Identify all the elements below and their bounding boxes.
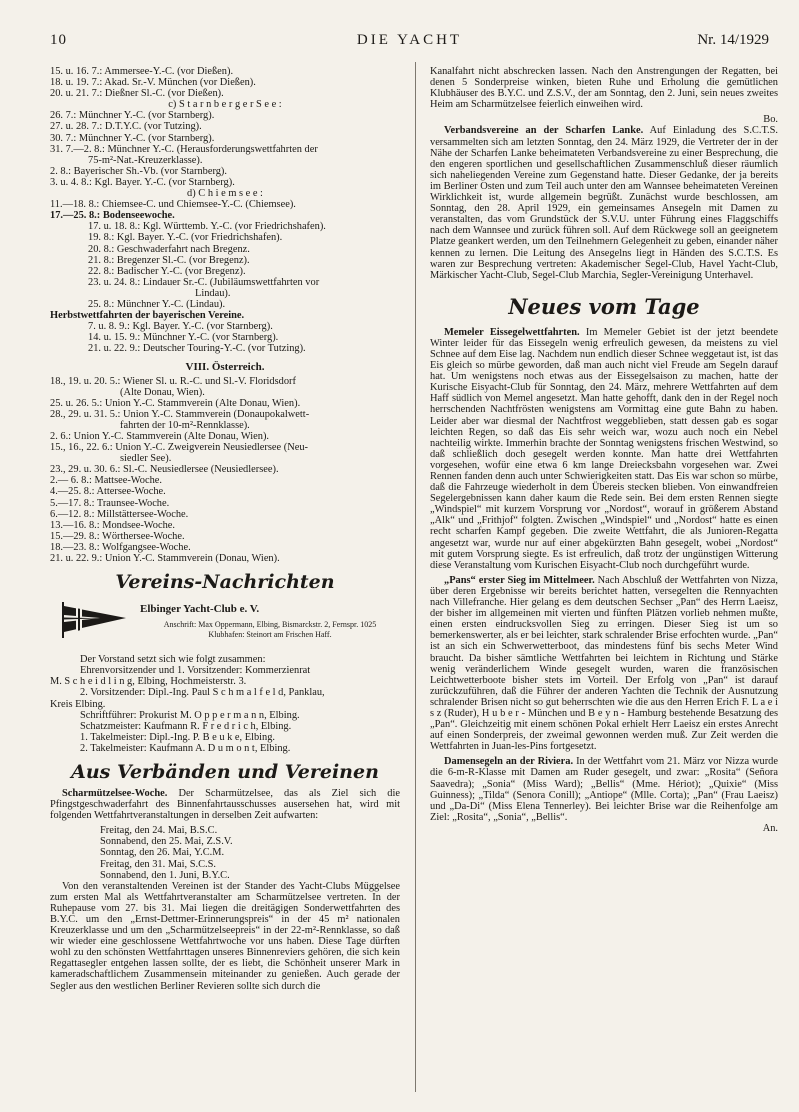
list-item: 15. u. 16. 7.: Ammersee-Y.-C. (vor Dießen). [50, 66, 234, 77]
club-harbour-line: Klubhafen: Steinort am Frischen Haff. [208, 630, 332, 640]
list-item: 2. Takelmeister: Kaufmann A. D u m o n t, Elbing. [80, 742, 291, 754]
list-item: 18. u. 19. 7.: Akad. Sr.-V. München (vor Dießen). [50, 77, 256, 89]
club-address [140, 620, 400, 640]
scharmuetzel-body: Von den veranstaltenden Vereinen ist der Stander des Yacht-Clubs Müggelsee zum ersten Mal als Wettfahrtveranstalter am Scharmützelsee vertreten. In der Ruhepause vom 27. bis 31. Mai liegen die dreitägigen Sonderwettfahrten des B.Y.C. um den „Ernst-Dettmer-Erinnerungspreis“ in der 45 m² nationalen Kreuzerklasse und um den „Scharmützelseepreis“ in der 22-m²-Rennklasse, so daß wir wieder eine geschlossene Wettfahrtwoche vor uns haben. Diese Tage dürften wohl zu den schönsten Wettfahrttagen unseres Binnenreviers gehören, die sich kein Regattasegler entgehen lassen sollte, der es liebt, die Schönheit unserer Mark in kameradschaftlichem Zusammensein miteinander zu genießen. Auch gerade der Segler aus den westlichen Berliner Revieren sollte sich durch die [50, 880, 400, 992]
riviera-article [430, 756, 778, 823]
memel-article [430, 327, 778, 571]
magazine-title: DIE YACHT [356, 32, 463, 48]
list-item: Schatzmeister: Kaufmann R. F r e d r i c h, Elbing. [80, 720, 292, 732]
scharmuetzel-intro-text: Der Scharmützelsee, das als Ziel sich die Pfingstgeschwaderfahrt des Binnenfahrtausschusses ausersehen hat, wird mit folgenden Wettfahrtveranstaltungen in derselben Zeit aufwarten: [50, 787, 400, 822]
pan-lead: „Pans“ erster Sieg im Mittelmeer. [444, 574, 595, 586]
scharmuetzel-intro [50, 788, 400, 821]
club-name: Elbinger Yacht-Club e. V. [140, 603, 260, 616]
list-item: 11.—18. 8.: Chiemsee-C. und Chiemsee-Y.-C. (Chiemsee). [50, 199, 296, 211]
pan-article [430, 575, 778, 753]
list-item: 17.—25. 8.: Bodenseewoche. [50, 210, 175, 222]
list-item: 13.—16. 8.: Mondsee-Woche. [50, 519, 175, 531]
riviera-lead: Damensegeln an der Riviera. [444, 756, 574, 768]
list-item: 7. u. 8. 9.: Kgl. Bayer. Y.-C. (vor Starnberg). [88, 321, 273, 333]
list-item: 2.— 6. 8.: Mattsee-Woche. [50, 475, 162, 487]
scharfe-lanke-text: Auf Einladung des S.C.T.S. versammelten sich am letzten Sonntag, den 24. März 1929, die Vertreter der in der Nähe der Scharfen Lanke beheimateten Verbandsvereine zu einer Besprechung, die den engeren sportlichen und gesellschaftlichen Zusammenschluß dieser räumlich sich naheliegenden Vereine zum Gegenstand hatte. Dieser Gedanke, der ja bereits im Berliner Osten und zum Teil auch unter den am Wannsee beheimateten Vereinen Wirklichkeit ist, wurde allgemein begrüßt. Zunächst wurde beschlossen, am Sonntag, den 28. April 1929, ein gemeinsames Ansegeln mit Damen zu veranstalten, das vom Grundstück der S.V.U. unter Führung eines Flaggschiffs nach dem Wannsee und zurück führen soll. Auf dem Rückwege soll an geeignetem Platze geankert werden, um den Teilnehmern Gelegenheit zu geben, einander näher kennen zu lernen. Die Leitung des Ansegelns liegt in Händen des S.C.T.S. Es waren zur Besprechung vertreten: Akademischer Segel-Club, Havel Yacht-Club, Märkischer Yacht-Club, Segel-Club Marchia, Segler-Vereinigung Unterhavel. [430, 125, 778, 281]
list-item: Schriftführer: Prokurist M. O p p e r m a n n, Elbing. [80, 709, 300, 721]
list-item: 75-m²-Nat.-Kreuzerklasse). [88, 154, 203, 166]
list-item: Herbstwettfahrten der bayerischen Vereine. [50, 310, 245, 322]
list-item: 18.—23. 8.: Wolfgangsee-Woche. [50, 541, 191, 553]
list-item: Sonntag, den 26. Mai, Y.C.M. [100, 847, 225, 859]
regatta-schedule-bavaria [50, 66, 400, 354]
list-item: 25. u. 26. 5.: Union Y.-C. Stammverein (Alte Donau, Wien). [50, 397, 301, 409]
austria-heading: VIII. Österreich. [185, 361, 265, 374]
list-item: 30. 7.: Münchner Y.-C. (vor Starnberg). [50, 132, 215, 144]
memel-text: Im Memeler Gebiet ist der jetzt beendete Winter leider für das Eissegeln wenig erfreulich gewesen, da meistens zu viel Schnee auf dem Eise lag. Nachdem nun endlich dieser Schnee weggetaut ist, ist das Eis gleich so mürbe geworden, daß man auch nicht viel Freude am Segeln darauf hat. Um wenigstens noch etwas aus der Eissegelsaison zu machen, hatte der Kurische Eisyacht-Club für Sonntag, den 24. März, mehrere Wettfahrten auf dem Haff südlich von Memel angesetzt. Man hatte gehofft, dank den in der Regel noch herrschenden Nachtfrösten wenigstens am Vormittag eine gute Bahn zu haben. Leider aber war diesmal der Nachtfrost weggeblieben, statt dessen gab es sogar leichten Regen, so daß das Eis sehr weich war, wozu auch noch ein Nebel nachteilig wirkte. Immerhin brachte der Sonntag wenigstens frischen Westwind, so daß schließlich doch gesegelt werden konnte. Man hatte drei Wettfahrten vorgesehen, wofür eine etwa 6 km lange Dreiecksbahn vorgesehen war. Zwei Rennen fanden denn auch unter Schwierigkeiten statt. Das Eis war schon so mürbe, daß die Fahrzeuge wiederholt in dem Übereis stecken blieben. Von einwandfreien Segelergebnissen kann daher kaum die Rede sein. Bei dem ersten Rennen siegte „Windspiel“ mit kurzem Vorsprung vor „Nordost“, worauf in größerem Abstand „Alk“ und „Frithjof“ folgten. Zwischen „Windspiel“ und „Nordost“ hatte es einen recht scharfen Kampf gegeben. Die zweite Wettfahrt, die als Junioren-Regatta angesetzt war, wurde nur auf einer abgekürzten Bahn gesegelt, wobei „Nordost“ mit gutem Vorsprung siegte. Es ist erfreulich, daß trotz der ungünstigen Witterung diese Veranstaltung vom Kurischen Eisyacht-Club noch durchgeführt wurde. [430, 326, 778, 571]
club-board-list [50, 654, 400, 754]
list-item: Ehrenvorsitzender und 1. Vorsitzender: Kommerzienrat [80, 665, 311, 677]
riviera-text: In der Wettfahrt vom 21. März vor Nizza wurde die 6-m-R-Klasse mit Damen am Ruder gesegelt, und zwar: „Rosita“ (Señora Saavedra); „Sonia“ (Miss Ward); „Bellis“ (Mme. Hériot); „Quixie“ (Miss Guinness); „Tilda“ (Senora Conill); „Antiope“ (Mlle. Corta); „Pan“ (Frau Laeisz) und „Da-Di“ (Miss Elena Tennerley). Bei leichter Brise war die Reihenfolge am Ziel: „Rosita“, „Sonia“, „Bellis“. [430, 756, 778, 823]
signature-an: An. [762, 822, 778, 834]
kanalfahrt-paragraph: Kanalfahrt nicht abschrecken lassen. Nach den Anstrengungen der Regatten, bei denen 5 Sonderpreise winken, bieten Ruhe und Erholung die gemütlichen Klubhäuser des B.Y.C. und Z.S.V., der am Sonntag, den 2. Juni, sein neues zweites Heim am Scharmützelsee feierlich einweihen wird. [430, 66, 778, 111]
scharfe-lanke-lead: Verbandsvereine an der Scharfen Lanke. [444, 125, 644, 137]
column-divider [415, 62, 416, 1092]
list-item: 20. u. 21. 7.: Dießner Sl.-C. (vor Dießen). [50, 88, 224, 100]
list-item: Sonnabend, den 25. Mai, Z.S.V. [100, 836, 233, 848]
list-item: 21. 8.: Bregenzer Sl.-C. (vor Bregenz). [88, 254, 250, 266]
list-item: Kreis Elbing. [50, 698, 106, 710]
list-item: 22. 8.: Badischer Y.-C. (vor Bregenz). [88, 265, 246, 277]
club-header [50, 598, 400, 654]
list-item: (Alte Donau, Wien). [120, 386, 205, 398]
scharmuetzel-lead: Scharmützelsee-Woche. [62, 787, 168, 799]
club-address-line: Anschrift: Max Oppermann, Elbing, Bismarckstr. 2, Fernspr. 1025 [163, 620, 377, 630]
list-item: 2. 8.: Bayerischer Sh.-Vb. (vor Starnberg). [50, 165, 227, 177]
list-item: 25. 8.: Münchner Y.-C. (Lindau). [88, 298, 226, 310]
list-item: Lindau). [195, 287, 231, 299]
list-item: 15., 16., 22. 6.: Union Y.-C. Zweigverein Neusiedlersee (Neu- [50, 442, 308, 454]
list-item: Der Vorstand setzt sich wie folgt zusammen: [80, 654, 266, 666]
list-item: 27. u. 28. 7.: D.T.Y.C. (vor Tutzing). [50, 121, 202, 133]
list-item: 28., 29. u. 31. 5.: Union Y.-C. Stammverein (Donaupokalwett- [50, 408, 310, 420]
memel-lead: Memeler Eissegelwettfahrten. [444, 326, 580, 338]
list-item: 26. 7.: Münchner Y.-C. (vor Starnberg). [50, 110, 215, 122]
list-item: 20. 8.: Geschwaderfahrt nach Bregenz. [88, 243, 250, 255]
list-item: 19. 8.: Kgl. Bayer. Y.-C. (vor Friedrichshafen). [88, 232, 283, 244]
list-item: 6.—12. 8.: Millstättersee-Woche. [50, 508, 189, 520]
club-pennant-icon [60, 602, 128, 638]
list-item: 18., 19. u. 20. 5.: Wiener Sl. u. R.-C. und Sl.-V. Floridsdorf [50, 375, 296, 387]
list-item: 3. u. 4. 8.: Kgl. Bayer. Y.-C. (vor Starnberg). [50, 176, 235, 188]
list-item: 31. 7.—2. 8.: Münchner Y.-C. (Herausforderungswettfahrten der [50, 143, 318, 155]
list-item: c) S t a r n b e r g e r S e e : [168, 99, 282, 111]
list-item: 15.—29. 8.: Wörthersee-Woche. [50, 530, 185, 542]
page-number: 10 [50, 32, 67, 48]
list-item: 1. Takelmeister: Dipl.-Ing. P. B e u k e, Elbing. [80, 731, 276, 743]
list-item: 23., 29. u. 30. 6.: Sl.-C. Neusiedlersee (Neusiedlersee). [50, 464, 279, 476]
vereins-nachrichten-heading: Vereins-Nachrichten [115, 571, 335, 594]
list-item: 23. u. 24. 8.: Lindauer Sr.-C. (Jubiläumswettfahrten vor [88, 276, 320, 288]
right-column [430, 66, 778, 834]
scharfe-lanke-article [430, 125, 778, 280]
list-item: 4.—25. 8.: Attersee-Woche. [50, 486, 166, 498]
left-column [50, 66, 400, 996]
list-item: d) C h i e m s e e : [187, 188, 263, 200]
event-list [50, 825, 400, 880]
list-item: M. S c h e i d l i n g, Elbing, Hochmeisterstr. 3. [50, 676, 247, 688]
neues-vom-tage-heading: Neues vom Tage [508, 293, 700, 319]
issue-number: Nr. 14/1929 [697, 32, 769, 48]
list-item: siedler See). [120, 453, 172, 465]
list-item: 14. u. 15. 9.: Münchner Y.-C. (vor Starnberg). [88, 332, 279, 344]
verbaende-heading: Aus Verbänden und Vereinen [71, 760, 379, 783]
list-item: 5.—17. 8.: Traunsee-Woche. [50, 497, 170, 509]
pan-text: Nach Abschluß der Wettfahrten von Nizza, über deren Ergebnisse wir bereits berichtet hatten, versegelten die Rennyachten nach Villefranche. Hier gelang es dem deutschen Sechser „Pan“ des Herrn Laeisz, der bisher im allgemeinen mit vierten und fünften Plätzen vorlieb nehmen mußte, einen ersten eindrucksvollen Sieg zu erringen. Dieser Sieg ist um so bemerkenswerter, als er bei leichter, stark schralender Brise erfochten wurde. „Pan“ ist an sich ein Schwerwetterboot, das mindestens fünf bis sechs Meter Wind braucht. Da bisher sämtliche Wettfahrten bei leichtem in Richtung und Stärke wenig veränderlichem Winde gesegelt wurden, waren die französischen Leichtwetterboote bisher stets im Vorteil. Der Erfolg von „Pan“ ist darauf zurückzuführen, daß die Führer der anderen Yachten die Technik der Ausnutzung schralender Brisen nicht so gut beherrschten wie die aus den Herren Erich F. L a e i s z (Ruder), H u b e r - München und B e y n - Hamburg bestehende Besatzung des „Pan“. Gleichzeitig mit einem schönen Pokal erhielt Herr Laeisz ein erstes Anrecht auf einen Sonderpreis, der zweimal gewonnen werden muß. Zur Zeit werden die Wettfahrten in Juan-les-Pins fortgesetzt. [430, 574, 778, 753]
signature-bo: Bo. [763, 114, 778, 126]
list-item: 2. Vorsitzender: Dipl.-Ing. Paul S c h m a l f e l d, Panklau, [80, 687, 325, 699]
list-item: 17. u. 18. 8.: Kgl. Württemb. Y.-C. (vor Friedrichshafen). [88, 221, 326, 233]
list-item: 21. u. 22. 9.: Deutscher Touring-Y.-C. (vor Tutzing). [88, 343, 306, 355]
list-item: Sonnabend, den 1. Juni, B.Y.C. [100, 869, 230, 881]
page-header [50, 32, 769, 50]
list-item: 21. u. 22. 9.: Union Y.-C. Stammverein (Donau, Wien). [50, 553, 280, 565]
list-item: Freitag, den 24. Mai, B.S.C. [100, 825, 218, 837]
list-item: 2. 6.: Union Y.-C. Stammverein (Alte Donau, Wien). [50, 431, 270, 442]
regatta-schedule-austria [50, 376, 400, 565]
list-item: fahrten der 10-m²-Rennklasse). [120, 419, 250, 431]
list-item: Freitag, den 31. Mai, S.C.S. [100, 858, 217, 870]
